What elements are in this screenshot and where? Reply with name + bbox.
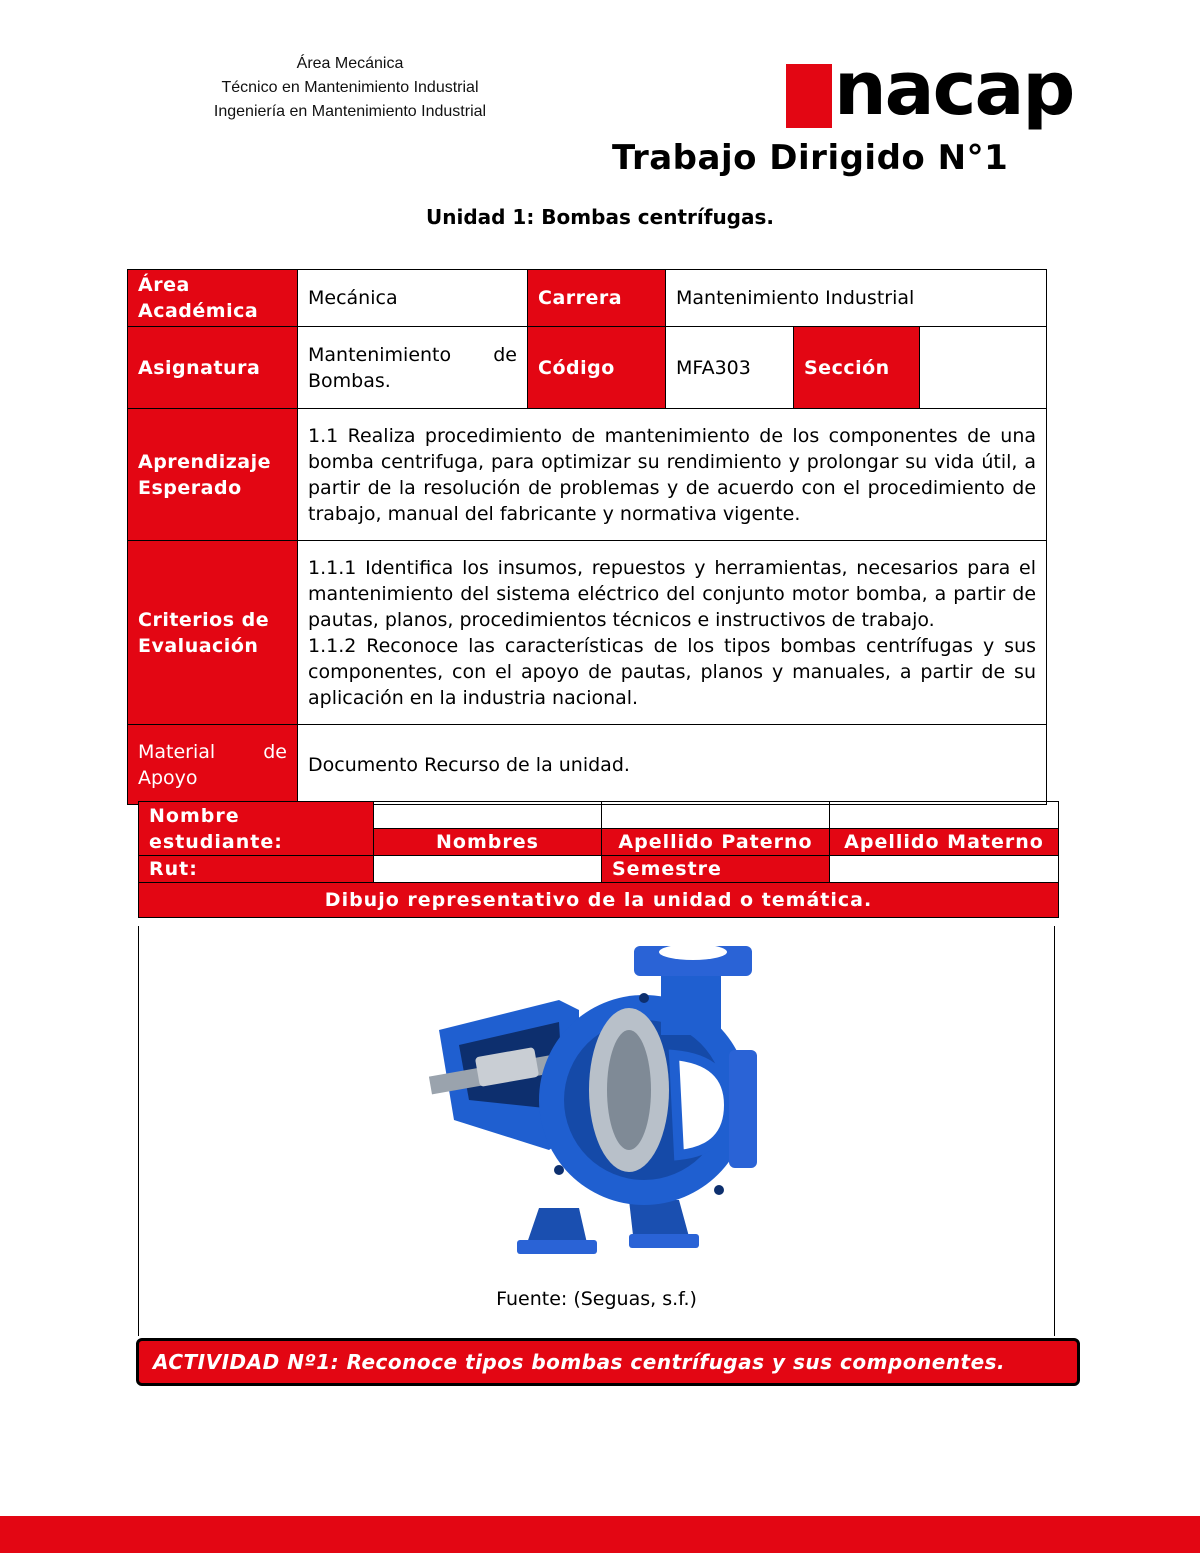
carrera-value: Mantenimiento Industrial: [666, 270, 1047, 327]
materno-input[interactable]: [830, 802, 1059, 829]
suction-flange: [729, 1050, 757, 1168]
seccion-value[interactable]: [920, 327, 1047, 409]
nombre-label: Nombre estudiante:: [139, 802, 374, 856]
figure-caption: Fuente: (Seguas, s.f.): [496, 1288, 697, 1310]
asignatura-value: Mantenimiento de Bombas.: [298, 327, 528, 409]
area-label: Área Académica: [128, 270, 298, 327]
inacap-logo: [786, 46, 1074, 138]
activity-banner: ACTIVIDAD Nº1: Reconoce tipos bombas centrífugas y sus componentes.: [136, 1338, 1080, 1386]
aprendizaje-value: 1.1 Realiza procedimiento de mantenimiento de los componentes de una bomba centrifuga, para optimizar su rendimiento y prolongar su vida útil, a partir de la resolución de problemas y de acuerdo con el procedimiento de trabajo, manual del fabricante y normativa vigente.: [298, 409, 1047, 541]
centrifugal-pump-illustration: [429, 940, 769, 1270]
header-line-tecnico: Técnico en Mantenimiento Industrial: [221, 79, 479, 96]
carrera-label: Carrera: [528, 270, 666, 327]
materno-label: Apellido Materno: [830, 829, 1059, 856]
area-value: Mecánica: [298, 270, 528, 327]
material-label: Material de Apoyo: [128, 725, 298, 805]
header-lines: [160, 52, 540, 124]
unit-title: Unidad 1: Bombas centrífugas.: [426, 205, 774, 229]
drawing-area: [138, 926, 1055, 1336]
semestre-input[interactable]: [830, 856, 1059, 883]
logo-text: nacap: [834, 46, 1074, 132]
paterno-label: Apellido Paterno: [602, 829, 830, 856]
pump-base-left: [517, 1240, 597, 1254]
bolt-icon: [714, 1185, 724, 1195]
criterios-value: [298, 541, 1047, 725]
nombres-input[interactable]: [374, 802, 602, 829]
material-value: Documento Recurso de la unidad.: [298, 725, 1047, 805]
asignatura-label: Asignatura: [128, 327, 298, 409]
semestre-label: Semestre: [602, 856, 830, 883]
document-title: Trabajo Dirigido N°1: [612, 138, 1009, 178]
pump-base-right: [629, 1234, 699, 1248]
codigo-value: MFA303: [666, 327, 794, 409]
criterios-label: Criterios de Evaluación: [128, 541, 298, 725]
seccion-label: Sección: [794, 327, 920, 409]
logo-red-block: [786, 64, 832, 128]
header-line-area: Área Mecánica: [296, 55, 404, 72]
aprendizaje-label: Aprendizaje Esperado: [128, 409, 298, 541]
criterio-1: 1.1.1 Identifica los insumos, repuestos y herramientas, necesarios para el mantenimiento del sistema eléctrico del conjunto motor bomba, a partir de pautas, planos, procedimientos técnicos e instructivos de trabajo.: [308, 556, 1037, 631]
nombres-label: Nombres: [374, 829, 602, 856]
bolt-icon: [554, 1165, 564, 1175]
criterio-2: 1.1.2 Reconoce las características de los tipos bombas centrífugas y sus componentes, con el apoyo de pautas, planos y manuales, a partir de su aplicación en la industria nacional.: [308, 634, 1037, 709]
discharge-opening: [659, 944, 727, 960]
rut-label: Rut:: [139, 856, 374, 883]
rut-input[interactable]: [374, 856, 602, 883]
impeller-hub: [607, 1030, 651, 1150]
dibujo-label: Dibujo representativo de la unidad o temática.: [139, 883, 1059, 918]
paterno-input[interactable]: [602, 802, 830, 829]
suction-nozzle: [674, 1055, 729, 1155]
codigo-label: Código: [528, 327, 666, 409]
student-table: [138, 801, 1059, 918]
course-info-table: [127, 269, 1047, 805]
bolt-icon: [639, 993, 649, 1003]
header-line-ingenieria: Ingeniería en Mantenimiento Industrial: [213, 103, 487, 120]
footer-red-bar: [0, 1516, 1200, 1553]
